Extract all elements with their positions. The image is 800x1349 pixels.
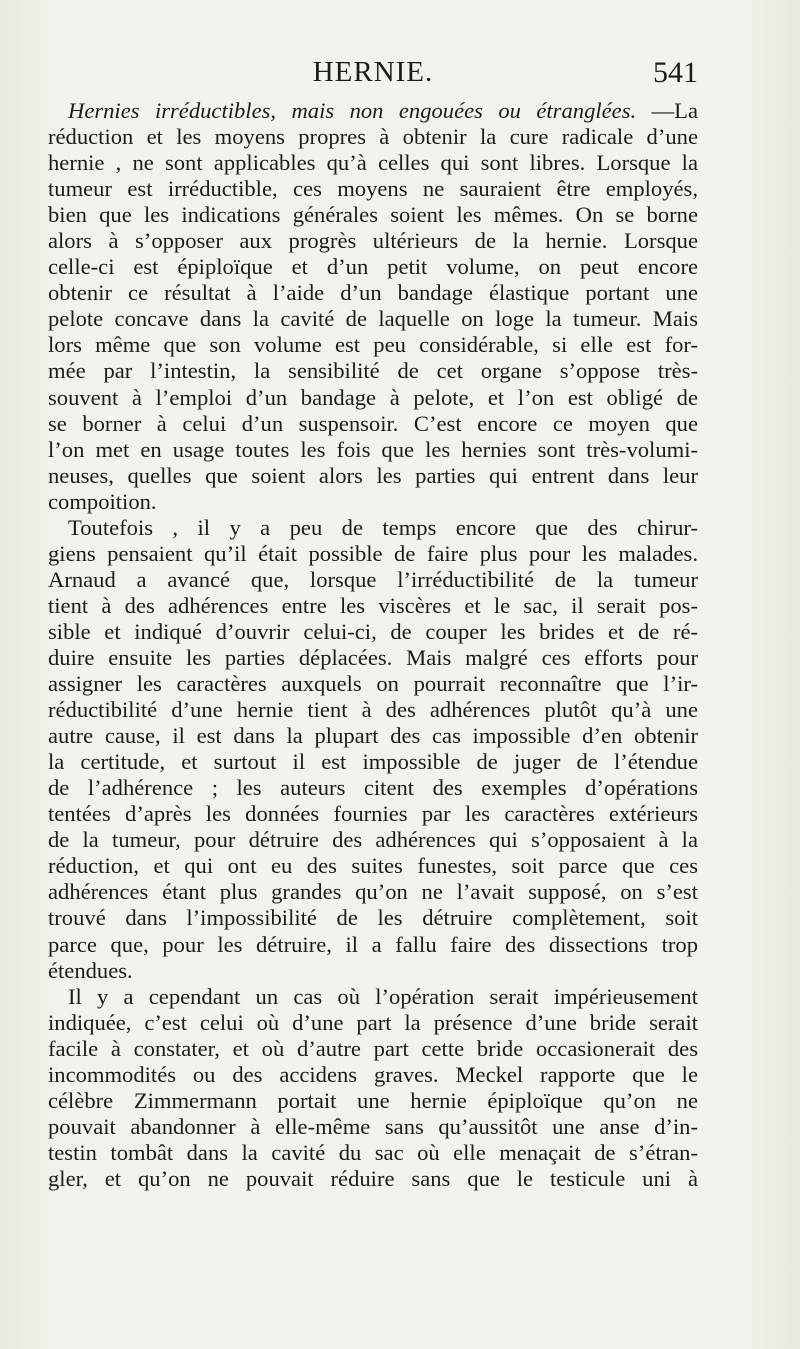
text-line: gler, et qu’on ne pouvait réduire sans que le testicule uni à	[48, 1165, 698, 1191]
page-header	[48, 56, 698, 96]
text-line: incommodités ou des accidens graves. Meckel rapporte que le	[48, 1061, 698, 1087]
text-line: la certitude, et surtout il est impossible de juger de l’étendue	[48, 749, 698, 775]
text-line: Hernies irréductibles, mais non engouées ou étranglées. —La	[68, 98, 698, 123]
text-line: indiquée, c’est celui où d’une part la présence d’une bride serait	[48, 1009, 698, 1035]
text-line: Arnaud a avancé que, lorsque l’irréductibilité de la tumeur	[48, 566, 698, 592]
text-line: giens pensaient qu’il était possible de faire plus pour les malades.	[48, 540, 698, 566]
text-line: lors même que son volume est peu considérable, si elle est for-	[48, 332, 698, 358]
text-line: adhérences étant plus grandes qu’on ne l’avait supposé, on s’est	[48, 879, 698, 905]
text-line: celle-ci est épiploïque et d’un petit volume, on peut encore	[48, 254, 698, 280]
italic-heading: Hernies irréductibles, mais non engouées ou étranglées.	[68, 98, 637, 123]
text-line: hernie , ne sont applicables qu’à celles qui sont libres. Lorsque la	[48, 150, 698, 176]
text-line: l’on met en usage toutes les fois que les hernies sont très-volumi-	[48, 436, 698, 462]
text-line: tentées d’après les données fournies par les caractères extérieurs	[48, 801, 698, 827]
text-line: Il y a cependant un cas où l’opération serait impérieusement	[68, 983, 698, 1009]
text-line: tient à des adhérences entre les viscères et le sac, il serait pos-	[48, 592, 698, 618]
text-line: de l’adhérence ; les auteurs citent des exemples d’opérations	[48, 775, 698, 801]
text-line: sible et indiqué d’ouvrir celui-ci, de couper les brides et de ré-	[48, 618, 698, 644]
text-line: mée par l’intestin, la sensibilité de cet organe s’oppose très-	[48, 358, 698, 384]
paragraph-surgical-opinion	[48, 515, 698, 984]
text-line: réduction et les moyens propres à obtenir la cure radicale d’une	[48, 124, 698, 150]
text-line: réductibilité d’une hernie tient à des adhérences plutôt qu’à une	[48, 697, 698, 723]
text-line: se borner à celui d’un suspensoir. C’est encore ce moyen que	[48, 410, 698, 436]
text-line: assigner les caractères auxquels on pourrait reconnaître que l’ir-	[48, 671, 698, 697]
text-line: duire ensuite les parties déplacées. Mais malgré ces efforts pour	[48, 644, 698, 670]
text-line: compoition.	[48, 488, 157, 514]
body-text	[48, 98, 698, 1192]
text-line: pouvait abandonner à elle-même sans qu’aussitôt une anse d’in-	[48, 1113, 698, 1139]
text-line: obtenir ce résultat à l’aide d’un bandage élastique portant une	[48, 280, 698, 306]
text-line: de la tumeur, pour détruire des adhérences qui s’opposaient à la	[48, 827, 698, 853]
paragraph-exception-case	[48, 984, 698, 1192]
text-line: testin tombât dans la cavité du sac où elle menaçait de s’étran-	[48, 1139, 698, 1165]
text-line: réduction, et qui ont eu des suites funestes, soit parce que ces	[48, 853, 698, 879]
text-line: neuses, quelles que soient alors les parties qui entrent dans leur	[48, 462, 698, 488]
text-line: parce que, pour les détruire, il a fallu faire des dissections trop	[48, 931, 698, 957]
page-number: 541	[653, 56, 698, 89]
text-line: trouvé dans l’impossibilité de les détruire complètement, soit	[48, 905, 698, 931]
text-line: bien que les indications générales soient les mêmes. On se borne	[48, 202, 698, 228]
running-title: HERNIE.	[312, 56, 434, 88]
text-line: tumeur est irréductible, ces moyens ne sauraient être employés,	[48, 176, 698, 202]
text-line: facile à constater, et où d’autre part cette bride occasionerait des	[48, 1035, 698, 1061]
text-line: célèbre Zimmermann portait une hernie épiploïque qu’on ne	[48, 1087, 698, 1113]
text-line: souvent à l’emploi d’un bandage à pelote, et l’on est obligé de	[48, 384, 698, 410]
text-line: autre cause, il est dans la plupart des cas impossible d’en obtenir	[48, 723, 698, 749]
text-line: alors à s’opposer aux progrès ultérieurs de la hernie. Lorsque	[48, 228, 698, 254]
paragraph-irreducible-hernias	[48, 98, 698, 515]
text-line: Toutefois , il y a peu de temps encore que des chirur-	[68, 514, 698, 540]
text-line: étendues.	[48, 957, 133, 983]
text-line: pelote concave dans la cavité de laquelle on loge la tumeur. Mais	[48, 306, 698, 332]
